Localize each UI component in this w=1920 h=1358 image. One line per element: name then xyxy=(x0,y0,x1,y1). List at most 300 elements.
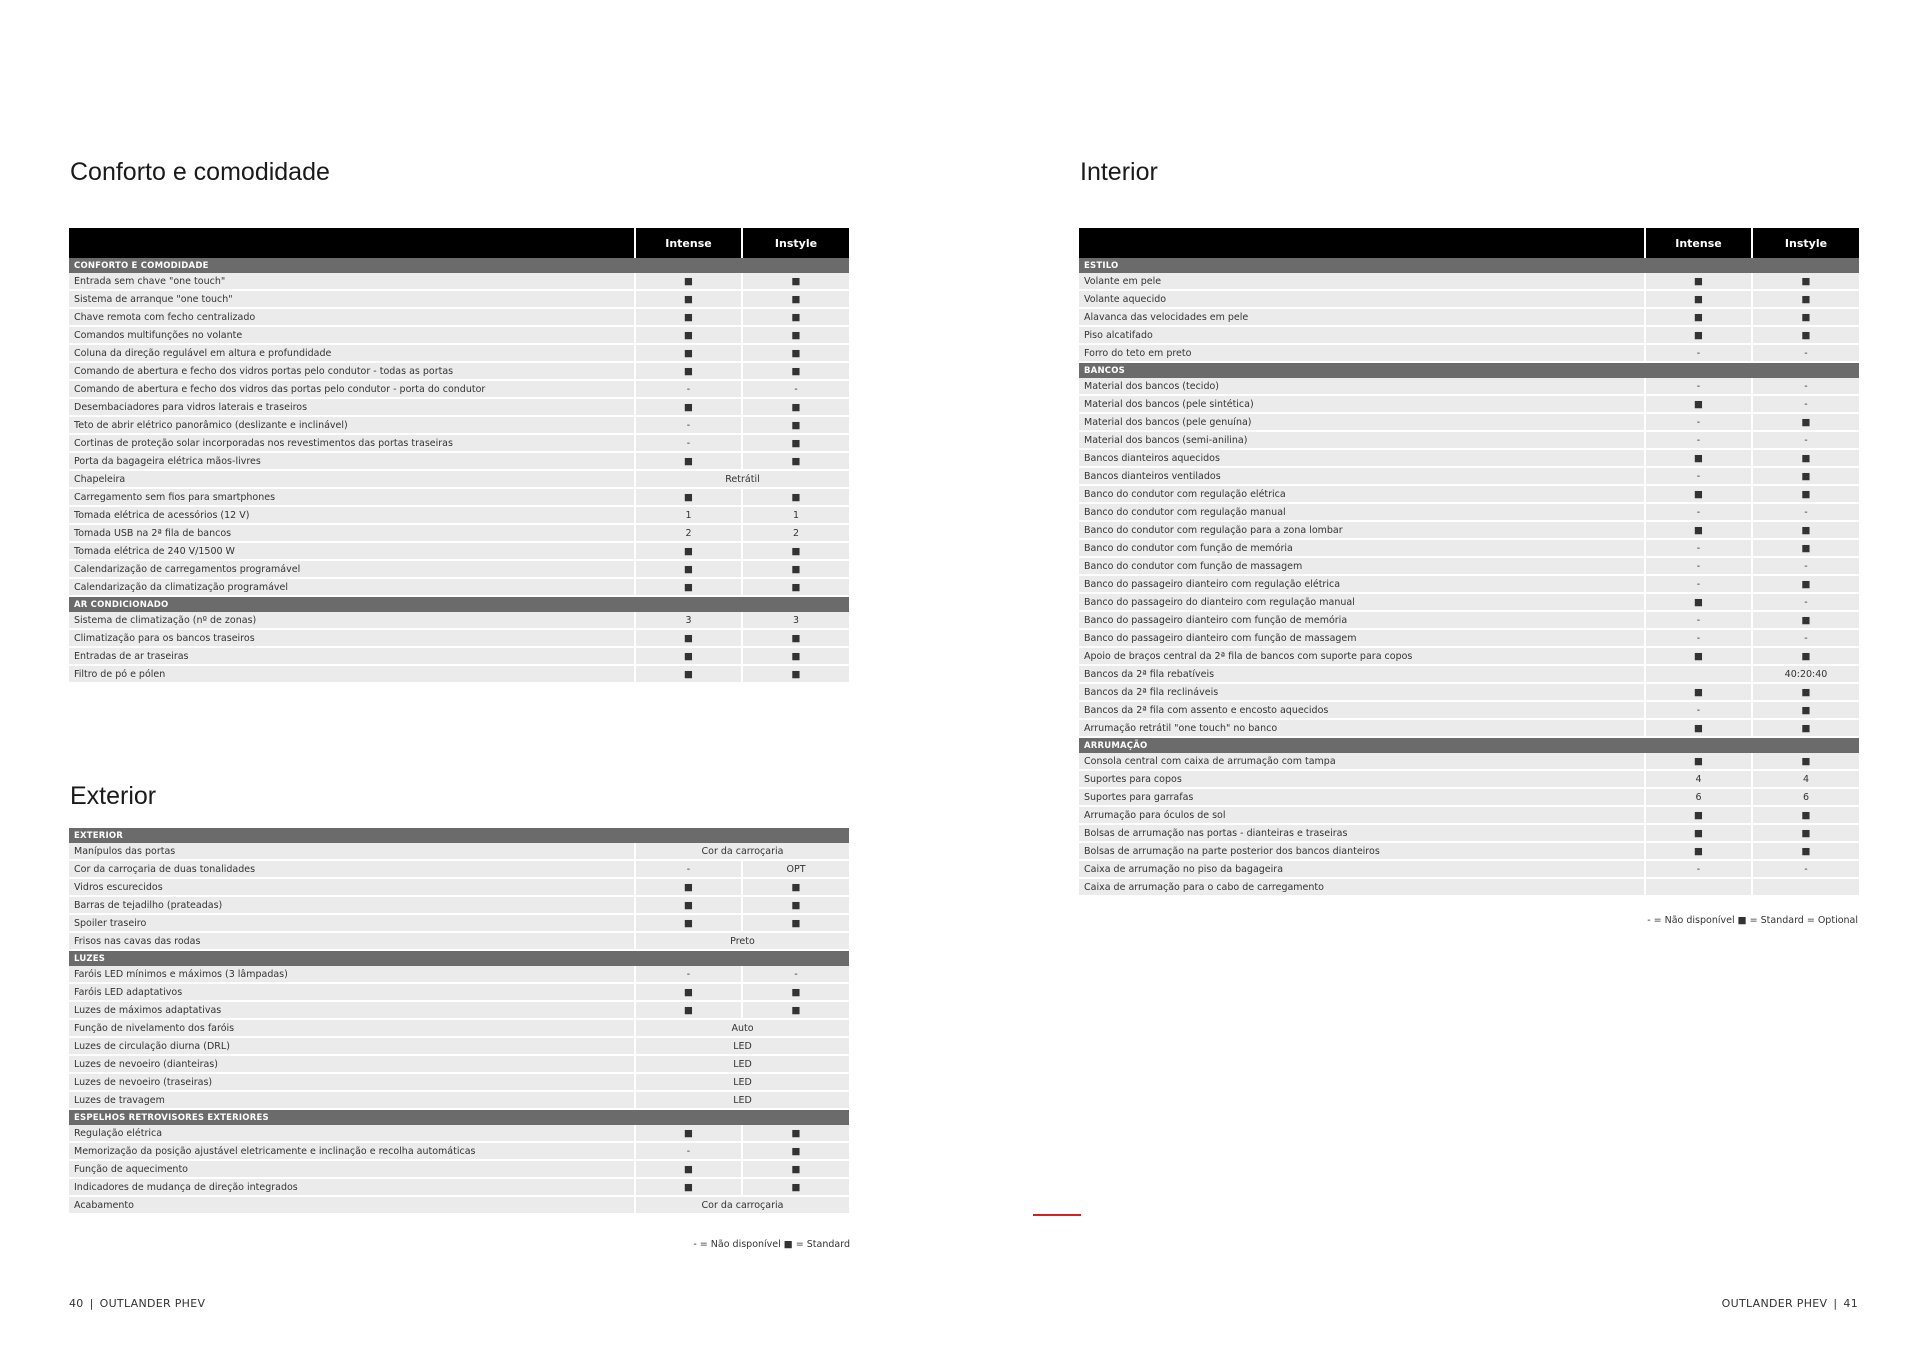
table-row xyxy=(69,506,849,524)
row-label: Spoiler traseiro xyxy=(69,914,635,932)
value-instyle: ■ xyxy=(742,647,849,665)
exterior-spec-table xyxy=(69,828,849,1213)
category-label: BANCOS xyxy=(1079,362,1859,378)
table-row xyxy=(1079,378,1859,395)
category-label: CONFORTO E COMODIDADE xyxy=(69,258,849,273)
value-instyle: ■ xyxy=(1752,273,1859,290)
row-label: Material dos bancos (semi-anilina) xyxy=(1079,431,1645,449)
value-instyle: 40:20:40 xyxy=(1752,665,1859,683)
table-row xyxy=(69,326,849,344)
row-label: Acabamento xyxy=(69,1196,635,1213)
value-instyle: ■ xyxy=(1752,449,1859,467)
table-row xyxy=(69,665,849,682)
table-row xyxy=(1079,273,1859,290)
row-label: Indicadores de mudança de direção integrados xyxy=(69,1178,635,1196)
value-both-trims: Retrátil xyxy=(635,470,849,488)
value-instyle: - xyxy=(1752,395,1859,413)
table-row xyxy=(1079,719,1859,737)
row-label: Teto de abrir elétrico panorâmico (deslizante e inclinável) xyxy=(69,416,635,434)
table-row xyxy=(69,629,849,647)
value-intense: ■ xyxy=(635,665,742,682)
table-row xyxy=(69,860,849,878)
row-label: Banco do passageiro dianteiro com função de massagem xyxy=(1079,629,1645,647)
value-intense: - xyxy=(635,434,742,452)
table-header-row xyxy=(1079,228,1859,258)
table-row xyxy=(1079,593,1859,611)
footer-left: 40 | OUTLANDER PHEV xyxy=(69,1297,206,1310)
value-instyle: ■ xyxy=(742,983,849,1001)
row-label: Calendarização de carregamentos programável xyxy=(69,560,635,578)
row-label: Luzes de máximos adaptativas xyxy=(69,1001,635,1019)
table-row xyxy=(1079,308,1859,326)
row-label: Material dos bancos (pele sintética) xyxy=(1079,395,1645,413)
category-label: ESPELHOS RETROVISORES EXTERIORES xyxy=(69,1109,849,1125)
value-both-trims: Cor da carroçaria xyxy=(635,1196,849,1213)
value-instyle: ■ xyxy=(742,560,849,578)
row-label: Banco do passageiro dianteiro com função de memória xyxy=(1079,611,1645,629)
row-label: Comando de abertura e fecho dos vidros portas pelo condutor - todas as portas xyxy=(69,362,635,380)
value-intense: - xyxy=(1645,413,1752,431)
value-instyle: ■ xyxy=(742,914,849,932)
table-row xyxy=(69,524,849,542)
table-row xyxy=(69,470,849,488)
row-label: Bolsas de arrumação nas portas - dianteiras e traseiras xyxy=(1079,824,1645,842)
value-intense: - xyxy=(1645,611,1752,629)
value-intense: ■ xyxy=(1645,842,1752,860)
value-instyle: - xyxy=(1752,593,1859,611)
value-intense: - xyxy=(1645,503,1752,521)
table-row xyxy=(1079,806,1859,824)
row-label: Função de nivelamento dos faróis xyxy=(69,1019,635,1037)
table-row xyxy=(69,452,849,470)
table-row xyxy=(1079,557,1859,575)
table-row xyxy=(69,983,849,1001)
table-row xyxy=(69,542,849,560)
value-instyle: ■ xyxy=(1752,842,1859,860)
table-row xyxy=(1079,539,1859,557)
legend-left: - = Não disponível ■ = Standard xyxy=(693,1239,850,1250)
value-intense: ■ xyxy=(635,344,742,362)
table-row xyxy=(69,1142,849,1160)
value-intense: 3 xyxy=(635,612,742,629)
value-intense: ■ xyxy=(635,362,742,380)
row-label: Caixa de arrumação no piso da bagageira xyxy=(1079,860,1645,878)
table-row xyxy=(69,843,849,860)
table-row xyxy=(69,1037,849,1055)
value-intense: ■ xyxy=(635,1178,742,1196)
value-intense: - xyxy=(635,1142,742,1160)
row-label: Arrumação para óculos de sol xyxy=(1079,806,1645,824)
row-label: Luzes de circulação diurna (DRL) xyxy=(69,1037,635,1055)
row-label: Alavanca das velocidades em pele xyxy=(1079,308,1645,326)
value-intense: ■ xyxy=(1645,273,1752,290)
value-intense: ■ xyxy=(1645,290,1752,308)
row-label: Material dos bancos (tecido) xyxy=(1079,378,1645,395)
row-label: Suportes para copos xyxy=(1079,770,1645,788)
row-label: Bancos da 2ª fila reclináveis xyxy=(1079,683,1645,701)
table-row xyxy=(1079,467,1859,485)
row-label: Desembaciadores para vidros laterais e traseiros xyxy=(69,398,635,416)
row-label: Banco do condutor com regulação manual xyxy=(1079,503,1645,521)
value-both-trims: LED xyxy=(635,1037,849,1055)
value-instyle: ■ xyxy=(1752,647,1859,665)
row-label: Bolsas de arrumação na parte posterior dos bancos dianteiros xyxy=(1079,842,1645,860)
value-intense: ■ xyxy=(1645,395,1752,413)
row-label: Piso alcatifado xyxy=(1079,326,1645,344)
value-intense: - xyxy=(1645,701,1752,719)
table-row xyxy=(1079,431,1859,449)
row-label: Entrada sem chave "one touch" xyxy=(69,273,635,290)
value-instyle: ■ xyxy=(1752,824,1859,842)
row-label: Faróis LED adaptativos xyxy=(69,983,635,1001)
value-instyle: ■ xyxy=(742,290,849,308)
value-intense: 2 xyxy=(635,524,742,542)
value-instyle: 3 xyxy=(742,612,849,629)
value-intense: - xyxy=(1645,575,1752,593)
header-instyle: Instyle xyxy=(1752,228,1859,258)
table-row xyxy=(1079,344,1859,362)
row-label: Consola central com caixa de arrumação com tampa xyxy=(1079,753,1645,770)
value-instyle: ■ xyxy=(742,416,849,434)
table-row xyxy=(1079,413,1859,431)
row-label: Banco do passageiro do dianteiro com regulação manual xyxy=(1079,593,1645,611)
category-label: EXTERIOR xyxy=(69,828,849,843)
row-label: Banco do condutor com função de massagem xyxy=(1079,557,1645,575)
value-intense: - xyxy=(1645,539,1752,557)
value-intense: ■ xyxy=(635,914,742,932)
section-title-conforto: Conforto e comodidade xyxy=(70,158,330,186)
table-row xyxy=(69,1196,849,1213)
value-intense: ■ xyxy=(635,560,742,578)
table-header-row xyxy=(69,228,849,258)
table-row xyxy=(69,1055,849,1073)
row-label: Carregamento sem fios para smartphones xyxy=(69,488,635,506)
row-label: Banco do condutor com regulação elétrica xyxy=(1079,485,1645,503)
row-label: Tomada elétrica de acessórios (12 V) xyxy=(69,506,635,524)
value-intense: ■ xyxy=(1645,326,1752,344)
value-intense: ■ xyxy=(635,273,742,290)
table-row xyxy=(69,398,849,416)
value-instyle: ■ xyxy=(1752,683,1859,701)
row-label: Luzes de travagem xyxy=(69,1091,635,1109)
row-label: Volante aquecido xyxy=(1079,290,1645,308)
value-intense xyxy=(1645,665,1752,683)
value-intense xyxy=(1645,878,1752,895)
value-instyle: 6 xyxy=(1752,788,1859,806)
value-instyle: - xyxy=(1752,431,1859,449)
category-label: LUZES xyxy=(69,950,849,966)
value-instyle: ■ xyxy=(1752,539,1859,557)
category-row xyxy=(69,828,849,843)
value-intense: ■ xyxy=(635,629,742,647)
row-label: Cortinas de proteção solar incorporadas nos revestimentos das portas traseiras xyxy=(69,434,635,452)
value-both-trims: Preto xyxy=(635,932,849,950)
value-instyle: ■ xyxy=(742,896,849,914)
value-intense: - xyxy=(635,416,742,434)
table-row xyxy=(69,344,849,362)
table-row xyxy=(69,896,849,914)
value-intense: - xyxy=(1645,629,1752,647)
value-instyle: ■ xyxy=(742,362,849,380)
table-row xyxy=(1079,647,1859,665)
row-label: Barras de tejadilho (prateadas) xyxy=(69,896,635,914)
value-instyle: ■ xyxy=(742,308,849,326)
row-label: Função de aquecimento xyxy=(69,1160,635,1178)
row-label: Memorização da posição ajustável eletricamente e inclinação e recolha automáticas xyxy=(69,1142,635,1160)
table-row xyxy=(1079,521,1859,539)
value-instyle xyxy=(1752,878,1859,895)
value-intense: ■ xyxy=(635,326,742,344)
value-instyle: - xyxy=(1752,378,1859,395)
table-row xyxy=(1079,326,1859,344)
table-row xyxy=(69,612,849,629)
value-intense: ■ xyxy=(1645,806,1752,824)
value-instyle: ■ xyxy=(1752,521,1859,539)
row-label: Manípulos das portas xyxy=(69,843,635,860)
value-intense: - xyxy=(1645,557,1752,575)
row-label: Comandos multifunções no volante xyxy=(69,326,635,344)
value-intense: 1 xyxy=(635,506,742,524)
table-row xyxy=(1079,503,1859,521)
value-instyle: ■ xyxy=(1752,719,1859,737)
header-intense: Intense xyxy=(1645,228,1752,258)
row-label: Calendarização da climatização programável xyxy=(69,578,635,596)
row-label: Forro do teto em preto xyxy=(1079,344,1645,362)
table-row xyxy=(69,434,849,452)
value-instyle: ■ xyxy=(1752,413,1859,431)
header-intense: Intense xyxy=(635,228,742,258)
table-row xyxy=(1079,611,1859,629)
table-row xyxy=(1079,788,1859,806)
table-row xyxy=(69,878,849,896)
table-row xyxy=(69,966,849,983)
value-instyle: 1 xyxy=(742,506,849,524)
section-title-interior: Interior xyxy=(1080,158,1158,186)
conforto-spec-table xyxy=(69,228,849,682)
value-instyle: ■ xyxy=(742,398,849,416)
table-row xyxy=(69,1178,849,1196)
value-intense: ■ xyxy=(1645,485,1752,503)
row-label: Sistema de arranque "one touch" xyxy=(69,290,635,308)
value-instyle: - xyxy=(742,966,849,983)
value-both-trims: LED xyxy=(635,1073,849,1091)
table-row xyxy=(69,560,849,578)
value-intense: ■ xyxy=(635,1125,742,1142)
value-instyle: ■ xyxy=(1752,467,1859,485)
value-intense: ■ xyxy=(1645,308,1752,326)
value-intense: ■ xyxy=(1645,824,1752,842)
value-intense: - xyxy=(635,860,742,878)
value-intense: ■ xyxy=(635,290,742,308)
value-intense: ■ xyxy=(635,542,742,560)
value-instyle: ■ xyxy=(742,1001,849,1019)
category-row xyxy=(69,1109,849,1125)
table-row xyxy=(69,1160,849,1178)
row-label: Tomada elétrica de 240 V/1500 W xyxy=(69,542,635,560)
value-instyle: ■ xyxy=(1752,753,1859,770)
row-label: Banco do condutor com função de memória xyxy=(1079,539,1645,557)
value-instyle: ■ xyxy=(742,344,849,362)
value-both-trims: Auto xyxy=(635,1019,849,1037)
row-label: Filtro de pó e pólen xyxy=(69,665,635,682)
table-row xyxy=(69,578,849,596)
value-instyle: OPT xyxy=(742,860,849,878)
accent-red-line xyxy=(1033,1214,1081,1216)
value-intense: ■ xyxy=(1645,449,1752,467)
value-intense: ■ xyxy=(1645,753,1752,770)
value-intense: 4 xyxy=(1645,770,1752,788)
row-label: Sistema de climatização (nº de zonas) xyxy=(69,612,635,629)
value-instyle: ■ xyxy=(742,1125,849,1142)
value-instyle: ■ xyxy=(1752,290,1859,308)
value-instyle: 4 xyxy=(1752,770,1859,788)
footer-brand-right: OUTLANDER PHEV xyxy=(1721,1297,1828,1310)
value-intense: ■ xyxy=(635,308,742,326)
value-instyle: ■ xyxy=(742,326,849,344)
category-label: AR CONDICIONADO xyxy=(69,596,849,612)
value-instyle: ■ xyxy=(742,578,849,596)
table-row xyxy=(1079,449,1859,467)
value-intense: ■ xyxy=(635,896,742,914)
value-intense: ■ xyxy=(635,578,742,596)
row-label: Apoio de braços central da 2ª fila de bancos com suporte para copos xyxy=(1079,647,1645,665)
value-instyle: ■ xyxy=(1752,326,1859,344)
category-row xyxy=(69,950,849,966)
row-label: Luzes de nevoeiro (traseiras) xyxy=(69,1073,635,1091)
value-instyle: - xyxy=(742,380,849,398)
value-both-trims: LED xyxy=(635,1091,849,1109)
value-intense: ■ xyxy=(1645,647,1752,665)
page-number-left: 40 xyxy=(69,1297,84,1310)
value-instyle: ■ xyxy=(1752,308,1859,326)
value-instyle: - xyxy=(1752,860,1859,878)
table-row xyxy=(69,1001,849,1019)
header-instyle: Instyle xyxy=(742,228,849,258)
value-instyle: ■ xyxy=(1752,806,1859,824)
legend-right: - = Não disponível ■ = Standard = Optional xyxy=(1647,915,1858,926)
value-instyle: ■ xyxy=(742,878,849,896)
header-blank-cell xyxy=(1079,228,1645,258)
value-instyle: ■ xyxy=(1752,611,1859,629)
table-row xyxy=(69,362,849,380)
value-intense: ■ xyxy=(1645,683,1752,701)
footer-right: OUTLANDER PHEV | 41 xyxy=(1721,1297,1858,1310)
category-row xyxy=(69,596,849,612)
table-row xyxy=(1079,860,1859,878)
value-instyle: ■ xyxy=(742,488,849,506)
table-row xyxy=(1079,575,1859,593)
table-row xyxy=(69,932,849,950)
row-label: Banco do condutor com regulação para a zona lombar xyxy=(1079,521,1645,539)
row-label: Cor da carroçaria de duas tonalidades xyxy=(69,860,635,878)
table-row xyxy=(69,273,849,290)
value-instyle: ■ xyxy=(1752,575,1859,593)
value-both-trims: LED xyxy=(635,1055,849,1073)
category-label: ESTILO xyxy=(1079,258,1859,273)
value-instyle: ■ xyxy=(742,1178,849,1196)
category-row xyxy=(1079,737,1859,753)
footer-brand-left: OUTLANDER PHEV xyxy=(99,1297,206,1310)
table-row xyxy=(69,1091,849,1109)
row-label: Bancos da 2ª fila com assento e encosto aquecidos xyxy=(1079,701,1645,719)
row-label: Frisos nas cavas das rodas xyxy=(69,932,635,950)
table-row xyxy=(1079,290,1859,308)
table-row xyxy=(1079,683,1859,701)
value-instyle: - xyxy=(1752,344,1859,362)
value-instyle: 2 xyxy=(742,524,849,542)
row-label: Bancos dianteiros ventilados xyxy=(1079,467,1645,485)
row-label: Porta da bagageira elétrica mãos-livres xyxy=(69,452,635,470)
table-row xyxy=(69,647,849,665)
row-label: Comando de abertura e fecho dos vidros das portas pelo condutor - porta do condutor xyxy=(69,380,635,398)
table-row xyxy=(1079,665,1859,683)
table-row xyxy=(1079,770,1859,788)
value-intense: - xyxy=(1645,378,1752,395)
row-label: Climatização para os bancos traseiros xyxy=(69,629,635,647)
row-label: Caixa de arrumação para o cabo de carregamento xyxy=(1079,878,1645,895)
value-instyle: ■ xyxy=(1752,485,1859,503)
value-intense: ■ xyxy=(635,647,742,665)
row-label: Faróis LED mínimos e máximos (3 lâmpadas) xyxy=(69,966,635,983)
value-instyle: ■ xyxy=(1752,701,1859,719)
value-instyle: ■ xyxy=(742,273,849,290)
value-intense: - xyxy=(635,966,742,983)
category-row xyxy=(1079,362,1859,378)
table-row xyxy=(1079,629,1859,647)
value-instyle: ■ xyxy=(742,1142,849,1160)
value-intense: ■ xyxy=(635,1001,742,1019)
row-label: Banco do passageiro dianteiro com regulação elétrica xyxy=(1079,575,1645,593)
table-row xyxy=(1079,842,1859,860)
value-instyle: - xyxy=(1752,503,1859,521)
table-row xyxy=(1079,485,1859,503)
table-row xyxy=(1079,753,1859,770)
value-intense: ■ xyxy=(635,398,742,416)
row-label: Suportes para garrafas xyxy=(1079,788,1645,806)
table-row xyxy=(69,488,849,506)
row-label: Chave remota com fecho centralizado xyxy=(69,308,635,326)
row-label: Coluna da direção regulável em altura e profundidade xyxy=(69,344,635,362)
value-instyle: - xyxy=(1752,557,1859,575)
value-instyle: ■ xyxy=(742,665,849,682)
row-label: Volante em pele xyxy=(1079,273,1645,290)
value-intense: ■ xyxy=(635,488,742,506)
value-instyle: ■ xyxy=(742,1160,849,1178)
category-row xyxy=(1079,258,1859,273)
table-row xyxy=(69,290,849,308)
value-intense: - xyxy=(1645,431,1752,449)
row-label: Vidros escurecidos xyxy=(69,878,635,896)
section-title-exterior: Exterior xyxy=(70,782,157,810)
table-row xyxy=(1079,824,1859,842)
table-row xyxy=(69,1125,849,1142)
value-intense: ■ xyxy=(635,1160,742,1178)
row-label: Entradas de ar traseiras xyxy=(69,647,635,665)
value-intense: - xyxy=(1645,467,1752,485)
table-row xyxy=(69,308,849,326)
category-label: ARRUMAÇÃO xyxy=(1079,737,1859,753)
table-row xyxy=(69,914,849,932)
value-intense: - xyxy=(635,380,742,398)
table-row xyxy=(1079,701,1859,719)
value-intense: ■ xyxy=(635,878,742,896)
value-instyle: - xyxy=(1752,629,1859,647)
row-label: Chapeleira xyxy=(69,470,635,488)
page-number-right: 41 xyxy=(1843,1297,1858,1310)
table-row xyxy=(1079,878,1859,895)
row-label: Luzes de nevoeiro (dianteiras) xyxy=(69,1055,635,1073)
value-intense: - xyxy=(1645,860,1752,878)
